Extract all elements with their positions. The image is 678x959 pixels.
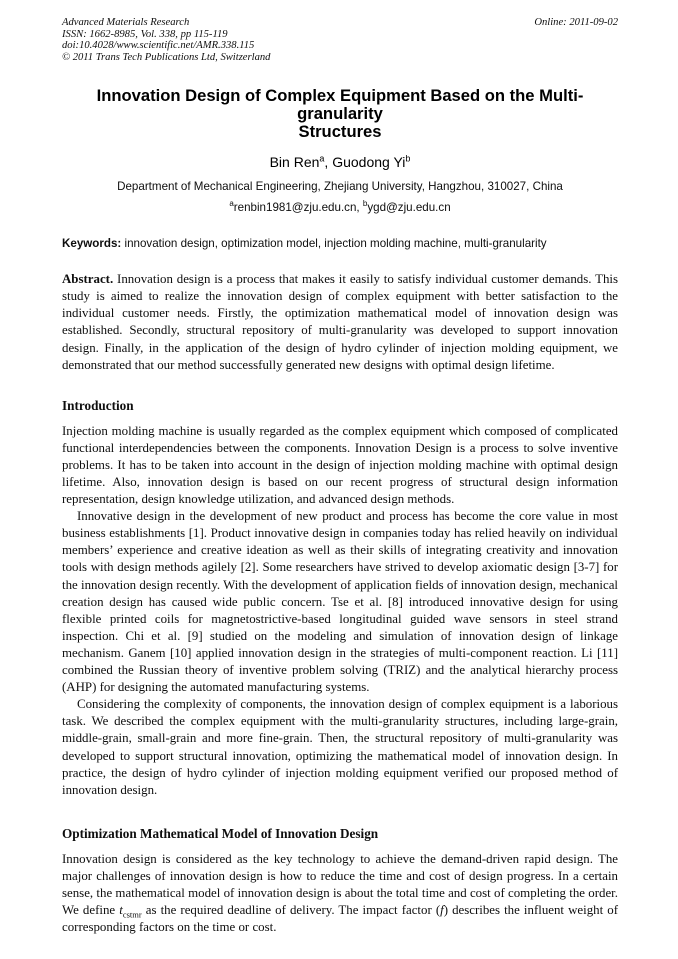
keywords-label: Keywords: — [62, 237, 122, 251]
journal-name: Advanced Materials Research — [62, 17, 190, 28]
math-paragraph-part3: ) describes the influent weight of corresponding factors on the time or cost. — [62, 903, 618, 935]
authors-line — [62, 154, 618, 170]
optimization-model-paragraph-1 — [62, 851, 618, 936]
optimization-model-heading: Optimization Mathematical Model of Innovation Design — [62, 825, 379, 841]
introduction-heading: Introduction — [62, 397, 134, 413]
introduction-paragraph-1: Injection molding machine is usually regarded as the complex equipment which composed of complicated functional interdependencies between the components. Innovation Design is a process to solve inventive problems. It has to be taken into account in the design of injection molding machine with optimal design lifetime. Also, innovation design is based on our recent progress of structural design information representation, design knowledge utilization, and advanced design methods. — [62, 423, 618, 507]
keywords-line — [62, 237, 618, 250]
journal-header-left — [62, 17, 270, 63]
journal-doi-line: doi:10.4028/www.scientific.net/AMR.338.115 — [62, 40, 255, 52]
math-variable-t: t — [119, 903, 123, 918]
abstract-paragraph — [62, 271, 618, 374]
math-variable-f: f — [440, 903, 444, 918]
emails-line — [62, 201, 618, 214]
abstract-text: Innovation design is a process that makes it easily to satisfy individual customer demands. This study is aimed to realize the innovation design of complex equipment with better satisfaction to the individual customer needs. Firstly, the optimization mathematical model of innovation design was established. Secondly, structural repository of multi-granularity was developed to support innovation design. Finally, in the application of the design of hydro cylinder of injection molding equipment, we demonstrated that our method successfully generated new designs with optimal design lifetime. — [62, 272, 618, 372]
keywords-text: innovation design, optimization model, injection molding machine, multi-granularity — [121, 237, 547, 251]
paper-title-line2: Structures — [298, 121, 382, 141]
introduction-paragraph-3: Considering the complexity of components, the innovation design of complex equipment is a laborious task. We described the complex equipment with the multi-granularity structures, including large-grain, middle-grain, small-grain and more fine-grain. Then, the structural repository of multi-granularity was developed to support structural innovation, optimizing the mathematical model of innovation design. In practice, the design of hydro cylinder of injection molding equipment verified our proposed method of innovation design. — [62, 697, 618, 797]
math-paragraph-part2: as the required deadline of delivery. The impact factor ( — [141, 903, 441, 918]
paper-title-line1: Innovation Design of Complex Equipment Based on the Multi-granularity — [96, 86, 584, 123]
math-paragraph-part1: Innovation design is considered as the key technology to achieve the demand-driven rapid design. The major challenges of innovation design is how to reduce the time and cost of design progress. In a certain sense, the mathematical model of innovation design is about the total time and cost of completing the order. We define — [62, 851, 618, 918]
math-subscript-cstmr: cstmr — [122, 909, 142, 920]
journal-copyright-line: © 2011 Trans Tech Publications Ltd, Switzerland — [62, 51, 271, 63]
introduction-paragraph-2: Innovative design in the development of new product and process has become the core value in most business establishments [1]. Product innovative design in companies today has relied heavily on individual members’ experience and creative ideation as well as their skills of integrating creativity and innovation tools with design methods agilely [2]. Some researchers have strived to develop axiomatic design [3-7] for the innovation design recently. With the development of application fields of innovation design, mechanical creation design has caused wide public concern. Tse et al. [8] introduced innovative design for using flexible printed coils for magnetostrictive-based longitudinal guided wave sensors in steel strand inspection. Chi et al. [9] studied on the modeling and simulation of innovation design of linkage mechanism. Ganem [10] applied innovation design in the strategies of multi-component reaction. Li [11] combined the Russian theory of inventive problem solving (TRIZ) and the analytical hierarchy process (AHP) for designing the automated manufacturing systems. — [62, 509, 618, 695]
email-1-superscript: a — [229, 199, 234, 209]
online-date: Online: 2011-09-02 — [534, 17, 618, 28]
email-1-address: renbin1981@zju.edu.cn, — [233, 201, 363, 215]
author-1-superscript: a — [319, 153, 325, 164]
journal-issn-line: ISSN: 1662-8985, Vol. 338, pp 115-119 — [62, 28, 228, 40]
section-optimization-model — [62, 826, 618, 936]
author-1-name: Bin Ren — [269, 154, 320, 171]
affiliation-line: Department of Mechanical Engineering, Zhejiang University, Hangzhou, 310027, China — [117, 180, 563, 194]
author-2-superscript: b — [405, 153, 411, 164]
section-introduction — [62, 398, 618, 799]
abstract-label: Abstract. — [62, 272, 114, 287]
email-2-address: ygd@zju.edu.cn — [367, 201, 451, 215]
author-2-name: Guodong Yi — [332, 154, 406, 171]
paper-title — [62, 87, 618, 140]
journal-header — [62, 17, 618, 63]
authors-separator: , — [324, 154, 333, 171]
email-2-superscript: b — [362, 199, 368, 209]
